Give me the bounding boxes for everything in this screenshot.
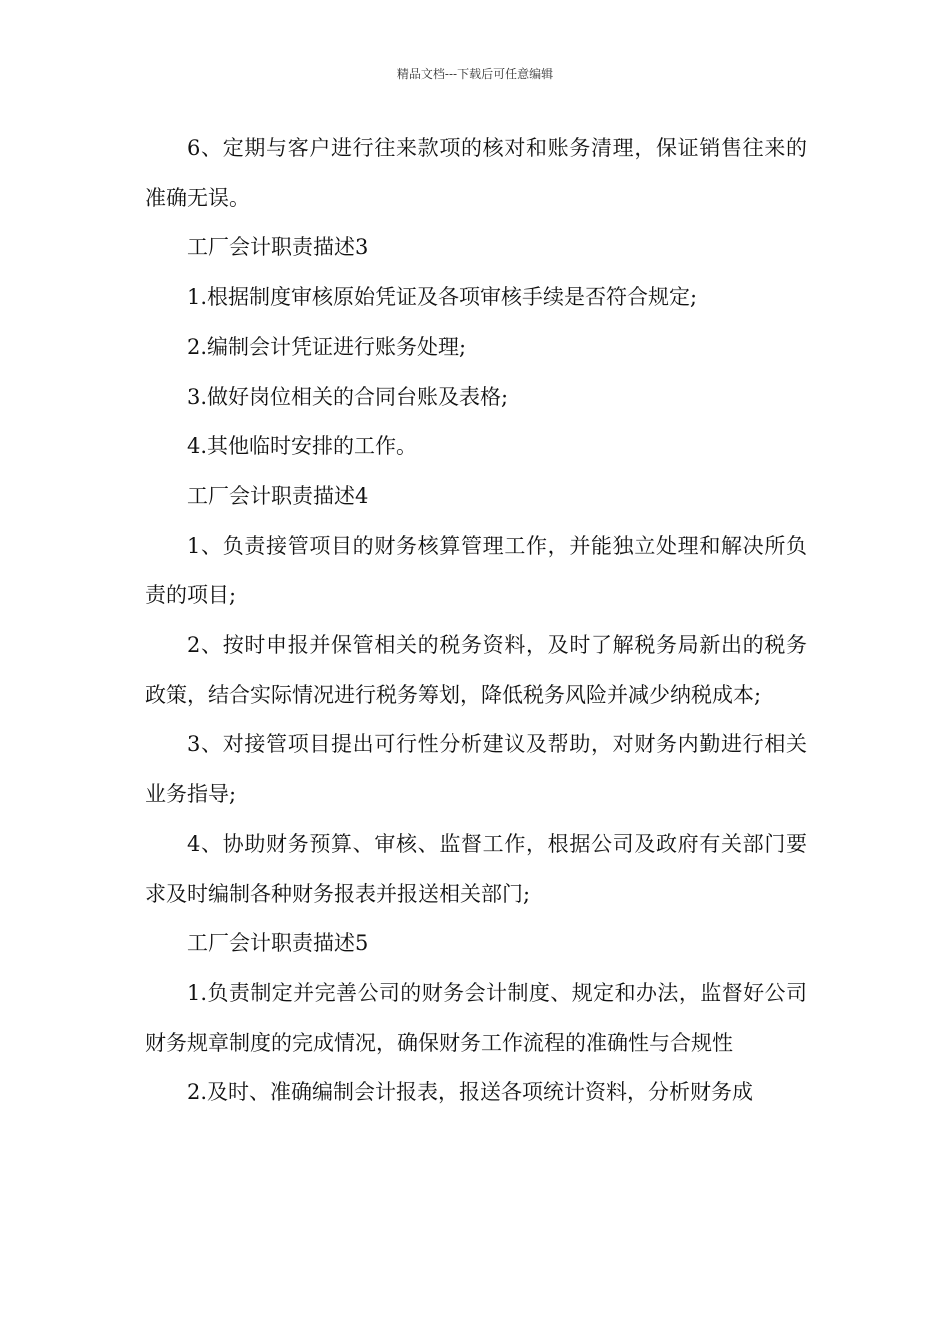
section-heading-4: 工厂会计职责描述4 bbox=[187, 483, 369, 508]
list-item: 1.根据制度审核原始凭证及各项审核手续是否符合规定; bbox=[187, 285, 698, 310]
list-item: 4.其他临时安排的工作。 bbox=[187, 434, 418, 459]
list-item: 2.编制会计凭证进行账务处理; bbox=[187, 334, 467, 359]
list-item: 3、对接管项目提出可行性分析建议及帮助，对财务内勤进行相关业务指导; bbox=[145, 732, 807, 807]
list-item: 2.及时、准确编制会计报表，报送各项统计资料，分析财务成 bbox=[187, 1080, 754, 1105]
list-item: 2、按时申报并保管相关的税务资料，及时了解税务局新出的税务政策，结合实际情况进行税务筹划，降低税务风险并减少纳税成本; bbox=[145, 633, 807, 707]
document-body bbox=[145, 124, 807, 1118]
list-item: 4、协助财务预算、审核、监督工作，根据公司及政府有关部门要求及时编制各种财务报表并报送相关部门; bbox=[145, 831, 807, 906]
section-heading-5: 工厂会计职责描述5 bbox=[187, 931, 369, 956]
list-item: 1、负责接管项目的财务核算管理工作，并能独立处理和解决所负责的项目; bbox=[145, 533, 807, 608]
paragraph-item-6: 6、定期与客户进行往来款项的核对和账务清理，保证销售往来的准确无误。 bbox=[145, 136, 807, 210]
page-header: 精品文档---下载后可任意编辑 bbox=[396, 67, 554, 81]
list-item: 3.做好岗位相关的合同台账及表格; bbox=[187, 384, 509, 409]
section-heading-3: 工厂会计职责描述3 bbox=[187, 235, 369, 260]
list-item: 1.负责制定并完善公司的财务会计制度、规定和办法，监督好公司财务规章制度的完成情况，确保财务工作流程的准确性与合规性 bbox=[145, 980, 807, 1055]
